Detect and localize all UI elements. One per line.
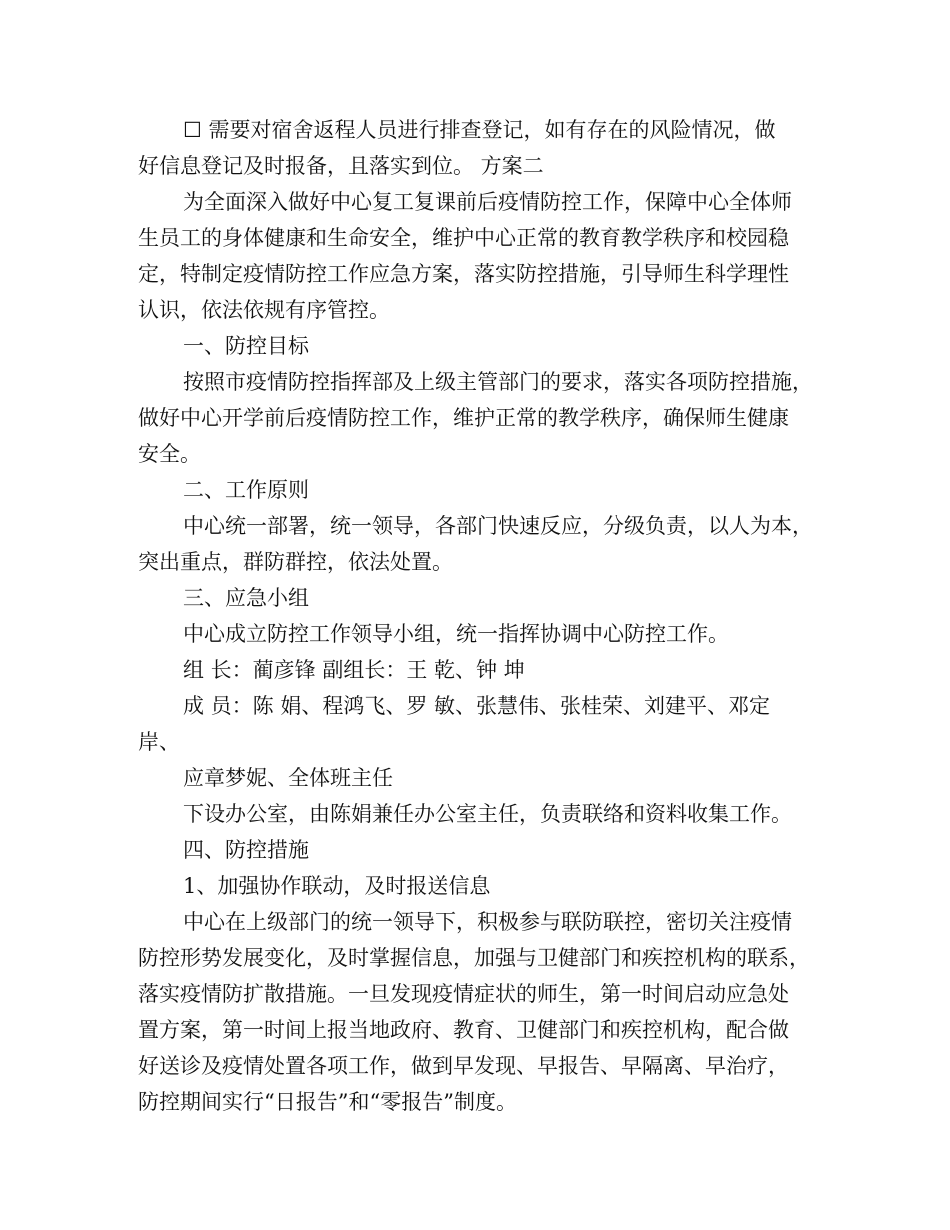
paragraph-line: 防控期间实行“日报告”和“零报告”制度。 (138, 1090, 517, 1114)
paragraph-line: ☐ 需要对宿舍返程人员进行排查登记，如有存在的风险情况，做 (183, 118, 776, 142)
paragraph-line: 认识，依法依规有序管控。 (138, 298, 390, 322)
paragraph-line: 好信息登记及时报备，且落实到位。 方案二 (138, 154, 544, 178)
paragraph-line: 岸、 (138, 730, 180, 754)
paragraph-line: 成 员：陈 娟、程鸿飞、罗 敏、张慧伟、张桂荣、刘建平、邓定 (183, 694, 771, 718)
paragraph-line: 突出重点，群防群控，依法处置。 (138, 550, 453, 574)
paragraph-line: 落实疫情防扩散措施。一旦发现疫情症状的师生，第一时间启动应急处 (138, 982, 789, 1006)
paragraph-line: 组 长：蔺彦锋 副组长：王 乾、钟 坤 (183, 658, 525, 682)
section-heading: 一、防控目标 (183, 334, 309, 358)
paragraph-line: 按照市疫情防控指挥部及上级主管部门的要求，落实各项防控措施， (183, 370, 813, 394)
paragraph-line: 好送诊及疫情处置各项工作，做到早发现、早报告、早隔离、早治疗， (138, 1054, 789, 1078)
section-heading: 四、防控措施 (183, 838, 309, 862)
paragraph-line: 中心成立防控工作领导小组，统一指挥协调中心防控工作。 (183, 622, 729, 646)
paragraph-line: 为全面深入做好中心复工复课前后疫情防控工作，保障中心全体师 (183, 190, 792, 214)
paragraph-line: 下设办公室，由陈娟兼任办公室主任，负责联络和资料收集工作。 (183, 802, 792, 826)
paragraph-line: 中心统一部署，统一领导，各部门快速反应，分级负责，以人为本， (183, 514, 813, 538)
paragraph-line: 安全。 (138, 442, 201, 466)
paragraph-line: 定，特制定疫情防控工作应急方案，落实防控措施，引导师生科学理性 (138, 262, 789, 286)
paragraph-line: 做好中心开学前后疫情防控工作，维护正常的教学秩序，确保师生健康 (138, 406, 789, 430)
paragraph-line: 应章梦妮、全体班主任 (183, 766, 393, 790)
paragraph-line: 防控形势发展变化，及时掌握信息，加强与卫健部门和疾控机构的联系， (138, 946, 810, 970)
paragraph-line: 中心在上级部门的统一领导下，积极参与联防联控，密切关注疫情 (183, 910, 792, 934)
section-heading: 三、应急小组 (183, 586, 309, 610)
paragraph-line: 生员工的身体健康和生命安全，维护中心正常的教育教学秩序和校园稳 (138, 226, 789, 250)
paragraph-line: 置方案，第一时间上报当地政府、教育、卫健部门和疾控机构，配合做 (138, 1018, 789, 1042)
section-heading: 二、工作原则 (183, 478, 309, 502)
subsection-heading: 1、加强协作联动，及时报送信息 (183, 874, 491, 898)
